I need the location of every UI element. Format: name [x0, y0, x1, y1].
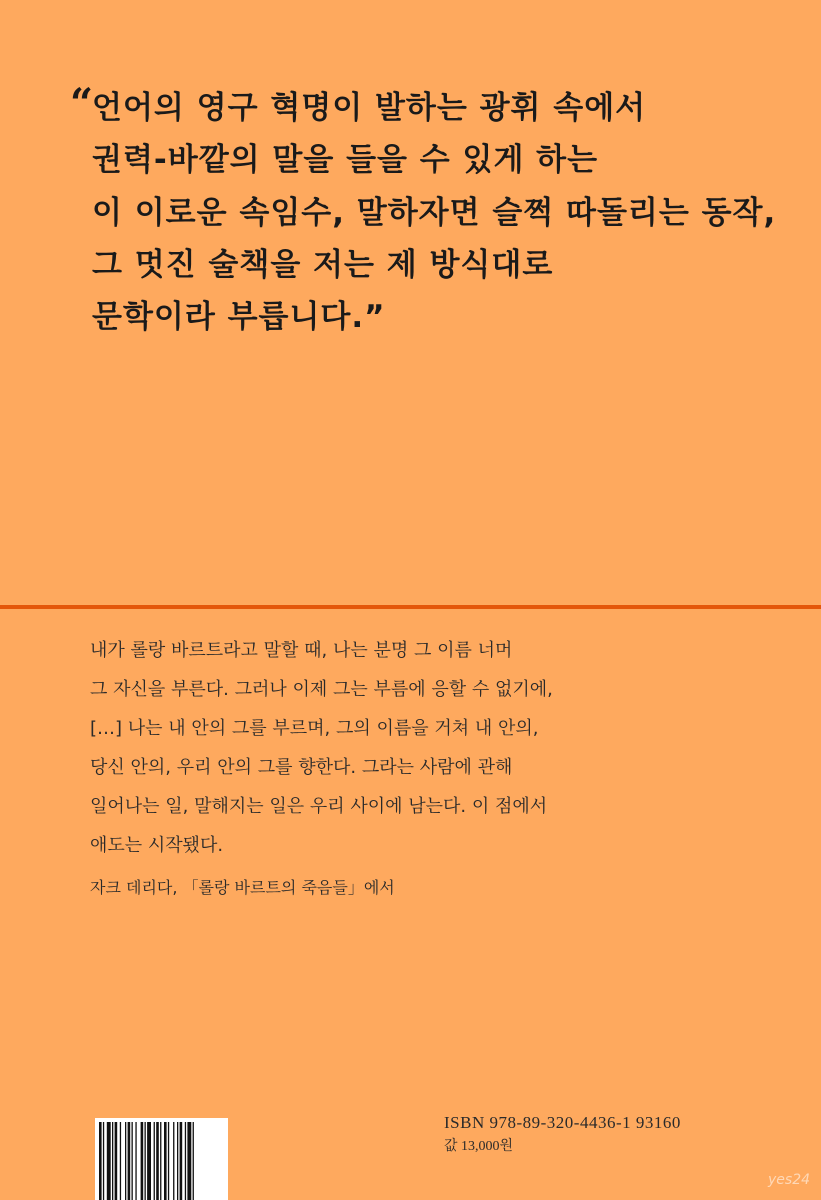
watermark: yes24	[768, 1172, 811, 1188]
quote-line: 그 멋진 술책을 저는 제 방식대로	[92, 247, 554, 283]
divider-line	[0, 605, 821, 609]
excerpt-source: 자크 데리다, 「롤랑 바르트의 죽음들」에서	[90, 878, 395, 897]
barcode-bars-icon	[95, 1118, 228, 1200]
excerpt-line: 내가 롤랑 바르트라고 말할 때, 나는 분명 그 이름 너머	[90, 640, 513, 661]
quote-line: 문학이라 부릅니다.”	[92, 299, 386, 335]
quote-line: 이 이로운 속임수, 말하자면 슬쩍 따돌리는 동작,	[92, 195, 777, 231]
price-label: 값 13,000원	[444, 1139, 514, 1154]
excerpt-line: […] 나는 내 안의 그를 부르며, 그의 이름을 거쳐 내 안의,	[90, 718, 539, 739]
excerpt-line: 일어나는 일, 말해지는 일은 우리 사이에 남는다. 이 점에서	[90, 796, 548, 817]
isbn-number: ISBN 978-89-320-4436-1 93160	[444, 1113, 681, 1132]
quote-line: 권력-바깥의 말을 들을 수 있게 하는	[92, 142, 599, 178]
excerpt-line: 그 자신을 부른다. 그러나 이제 그는 부름에 응할 수 없기에,	[90, 679, 553, 700]
excerpt-line: 애도는 시작됐다.	[90, 835, 224, 856]
quote-line: 언어의 영구 혁명이 발하는 광휘 속에서	[92, 90, 647, 126]
excerpt-line: 당신 안의, 우리 안의 그를 향한다. 그라는 사람에 관해	[90, 757, 513, 778]
open-quote-mark: “	[70, 80, 94, 127]
barcode	[95, 1118, 228, 1200]
